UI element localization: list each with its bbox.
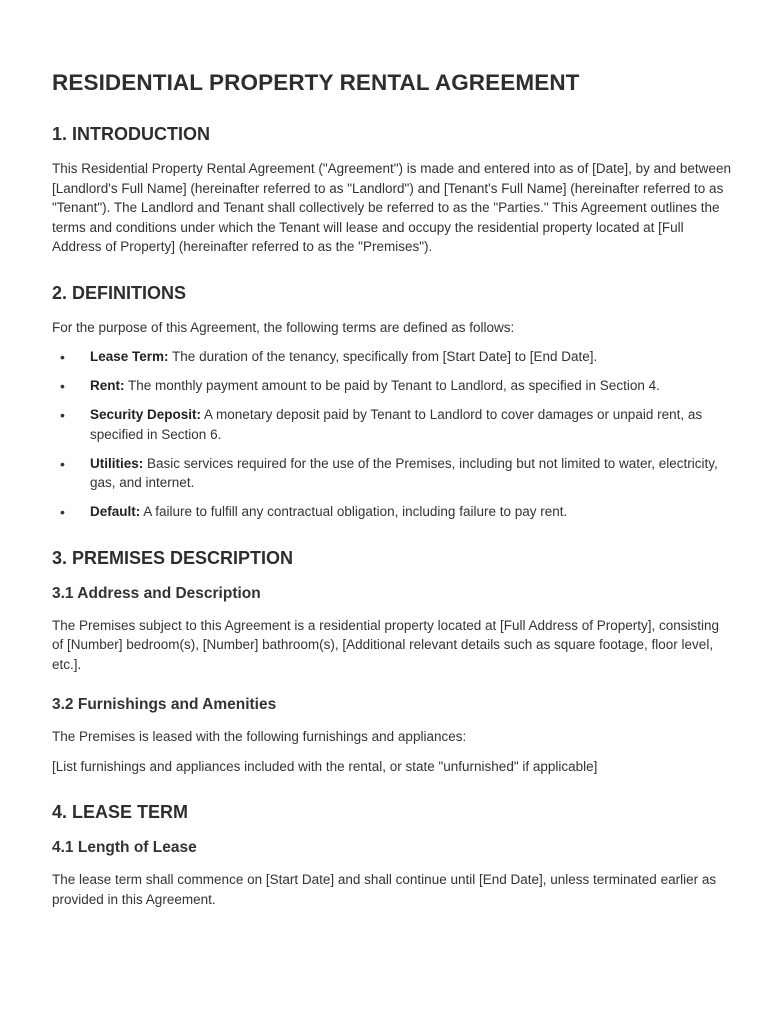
document-title: RESIDENTIAL PROPERTY RENTAL AGREEMENT: [52, 70, 580, 95]
definition-term: Default:: [90, 504, 141, 519]
section-definitions: [52, 281, 732, 522]
section-paragraph: This Residential Property Rental Agreement ("Agreement") is made and entered into as of [Date], by and between [Landlord's Full Name] (hereinafter referred to as "Landlord") and [Tenant's Full Name] (hereinafter referred to as "Tenant"). The Landlord and Tenant shall collectively be referred to as the "Parties." This Agreement outlines the terms and conditions under which the Tenant will lease and occupy the residential property located at [Full Address of Property] (hereinafter referred to as the "Premises").: [52, 161, 731, 254]
definition-term: Utilities:: [90, 455, 144, 471]
definition-text: The duration of the tenancy, specifically from [Start Date] to [End Date].: [168, 349, 598, 364]
list-item: [52, 405, 732, 444]
section-paragraph: For the purpose of this Agreement, the following terms are defined as follows:: [52, 319, 515, 335]
section-heading: 4. LEASE TERM: [52, 802, 189, 822]
list-item: [52, 376, 732, 396]
definition-text: A monetary deposit paid by Tenant to Landlord to cover damages or unpaid rent, as specified in Section 6.: [90, 407, 703, 442]
section-premises: [52, 546, 732, 777]
definition-term: Security Deposit:: [90, 407, 202, 422]
definition-text: The monthly payment amount to be paid by Tenant to Landlord, as specified in Section 4.: [124, 378, 660, 393]
furnishings-placeholder: [List furnishings and appliances included with the rental, or state "unfurnished" if applicable]: [52, 758, 598, 774]
subsection-furnishings: [52, 694, 732, 776]
section-introduction: [52, 122, 732, 257]
subsection-address: [52, 583, 732, 675]
subsection-heading: 4.1 Length of Lease: [52, 839, 197, 856]
bullet-icon: •: [60, 407, 65, 423]
definition-term: Lease Term:: [90, 349, 169, 364]
subsection-heading: 3.2 Furnishings and Amenities: [52, 696, 277, 713]
section-paragraph: The Premises subject to this Agreement is a residential property located at [Full Address of Property], consisting of [Number] bedroom(s), [Number] bathroom(s), [Additional relevant details such as square footage, floor level, etc.].: [52, 617, 720, 672]
bullet-icon: •: [60, 504, 65, 520]
section-paragraph: The Premises is leased with the following furnishings and appliances:: [52, 729, 467, 744]
bullet-icon: •: [60, 455, 65, 472]
definition-term: Rent:: [90, 378, 125, 393]
list-item: [52, 347, 732, 367]
list-item: [52, 454, 732, 493]
section-heading: 2. DEFINITIONS: [52, 282, 187, 303]
definition-text: A failure to fulfill any contractual obligation, including failure to pay rent.: [140, 504, 568, 519]
section-paragraph: The lease term shall commence on [Start Date] and shall continue until [End Date], unless terminated earlier as provided in this Agreement.: [52, 872, 717, 907]
definition-text: Basic services required for the use of the Premises, including but not limited to water, electricity, gas, and internet.: [90, 455, 718, 490]
list-item: [52, 502, 732, 522]
section-lease-term: [52, 800, 732, 909]
bullet-icon: •: [60, 378, 65, 394]
bullet-icon: •: [60, 349, 65, 365]
section-heading: 1. INTRODUCTION: [52, 124, 211, 144]
section-heading: 3. PREMISES DESCRIPTION: [52, 547, 294, 568]
subsection-heading: 3.1 Address and Description: [52, 584, 261, 602]
definitions-list: [52, 347, 732, 522]
document-page: [52, 68, 732, 933]
